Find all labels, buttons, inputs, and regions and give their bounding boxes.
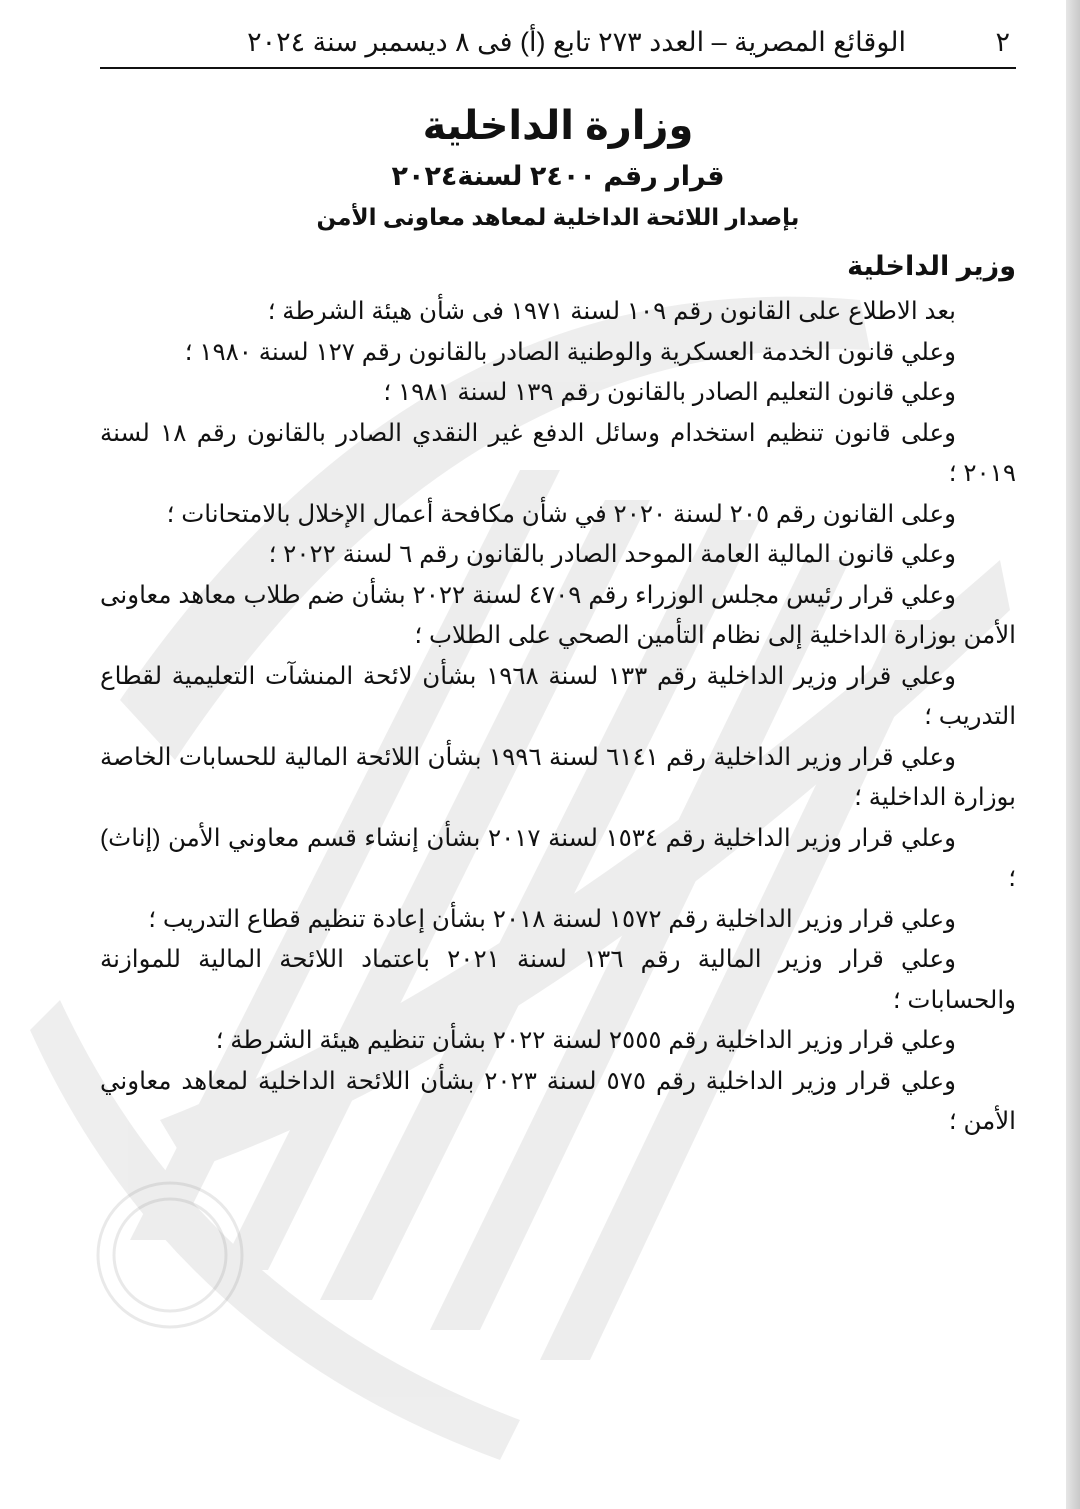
page-header — [100, 22, 1016, 62]
gazette-issue-line: الوقائع المصرية – العدد ٢٧٣ تابع (أ) فى ٨ ديسمبر سنة ٢٠٢٤ — [247, 27, 906, 57]
ministry-title: وزارة الداخلية — [422, 104, 694, 148]
preamble-paragraph: وعلي قانون المالية العامة الموحد الصادر بالقانون رقم ٦ لسنة ٢٠٢٢ ؛ — [268, 541, 956, 568]
preamble-paragraph: وعلي قرار رئيس مجلس الوزراء رقم ٤٧٠٩ لسنة ٢٠٢٢ بشأن ضم طلاب معاهد معاونى الأمن بوزارة الداخلية إلى نظام التأمين الصحي على الطلاب ؛ — [100, 581, 1016, 649]
preamble-paragraph: بعد الاطلاع على القانون رقم ١٠٩ لسنة ١٩٧١ فى شأن هيئة الشرطة ؛ — [267, 298, 956, 325]
preamble-paragraph: وعلى القانون رقم ٢٠٥ لسنة ٢٠٢٠ في شأن مكافحة أعمال الإخلال بالامتحانات ؛ — [166, 500, 956, 528]
preamble-paragraph: وعلي قانون التعليم الصادر بالقانون رقم ١٣٩ لسنة ١٩٨١ ؛ — [383, 379, 956, 406]
page-number: ٢ — [995, 27, 1010, 57]
preamble-paragraph: وعلي قرار وزير الداخلية رقم ١٣٣ لسنة ١٩٦٨ بشأن لائحة المنشآت التعليمية لقطاع التدريب ؛ — [100, 662, 1016, 730]
preamble-paragraph: وعلي قرار وزير الداخلية رقم ١٥٧٢ لسنة ٢٠١٨ بشأن إعادة تنظيم قطاع التدريب ؛ — [148, 905, 956, 933]
preamble — [100, 292, 1016, 1143]
preamble-paragraph: وعلي قانون الخدمة العسكرية والوطنية الصادر بالقانون رقم ١٢٧ لسنة ١٩٨٠ ؛ — [184, 338, 956, 366]
preamble-paragraph: وعلي قرار وزير المالية رقم ١٣٦ لسنة ٢٠٢١ باعتماد اللائحة المالية للموازنة والحسابات ؛ — [100, 946, 1016, 1014]
preamble-paragraph: وعلي قرار وزير الداخلية رقم ٢٥٥٥ لسنة ٢٠٢٢ بشأن تنظيم هيئة الشرطة ؛ — [215, 1027, 956, 1054]
page-edge — [1066, 0, 1080, 1509]
header-rule — [100, 67, 1016, 69]
decree-number: قرار رقم ٢٤٠٠ لسنة٢٠٢٤ — [391, 161, 725, 191]
decree-subject: بإصدار اللائحة الداخلية لمعاهد معاونى الأمن — [316, 204, 800, 230]
minister-heading: وزير الداخلية — [847, 251, 1016, 281]
preamble-paragraph: وعلي قرار وزير الداخلية رقم ٥٧٥ لسنة ٢٠٢٣ بشأن اللائحة الداخلية لمعاهد معاوني الأمن ؛ — [100, 1067, 1016, 1135]
preamble-paragraph: وعلى قانون تنظيم استخدام وسائل الدفع غير النقدي الصادر بالقانون رقم ١٨ لسنة ٢٠١٩ ؛ — [100, 419, 1016, 487]
preamble-paragraph: وعلي قرار وزير الداخلية رقم ١٥٣٤ لسنة ٢٠١٧ بشأن إنشاء قسم معاوني الأمن (إناث) ؛ — [100, 824, 1016, 892]
title-block — [100, 98, 1016, 236]
preamble-paragraph: وعلي قرار وزير الداخلية رقم ٦١٤١ لسنة ١٩٩٦ بشأن اللائحة المالية للحسابات الخاصة بوزارة الداخلية ؛ — [100, 743, 1016, 811]
gazette-page — [100, 0, 1016, 1509]
